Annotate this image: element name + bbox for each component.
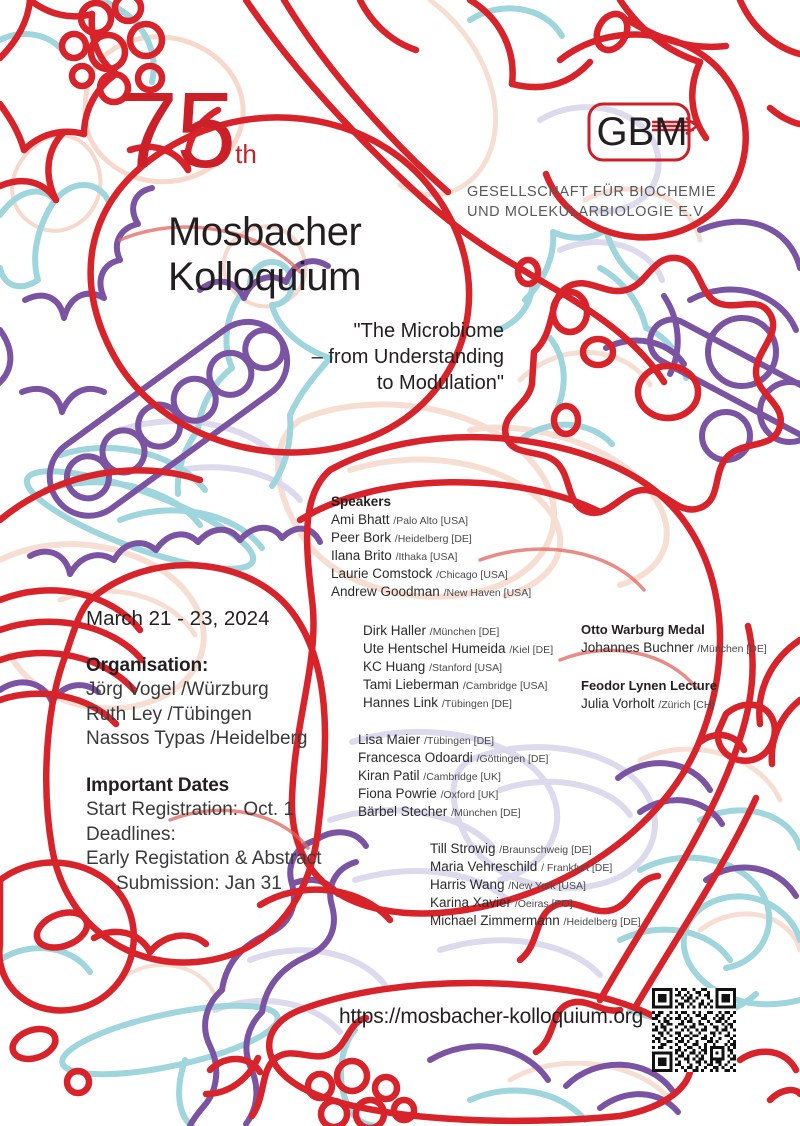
speaker-name: Fiona Powrie (358, 785, 437, 801)
speaker-affiliation: /Tübingen [DE] (441, 697, 512, 710)
speakers-heading: Speakers (331, 494, 392, 509)
speaker-entry (358, 785, 548, 803)
speaker-affiliation: /München [DE] (429, 626, 500, 638)
speaker-entry (331, 565, 531, 583)
speaker-entry (363, 622, 553, 640)
gbm-logo-text: GBM (596, 109, 688, 154)
speaker-entry (331, 583, 531, 601)
important-dates-heading: Important Dates (86, 775, 230, 796)
event-dates: March 21 - 23, 2024 (86, 607, 270, 630)
speaker-affiliation: /Chicago [USA] (436, 568, 508, 581)
award-laureate (581, 695, 717, 713)
speaker-affiliation: /Oeiras [PO] (514, 897, 573, 910)
motto-line-2: – from Understanding (311, 346, 504, 368)
speaker-name: Harris Wang (430, 876, 505, 892)
speaker-affiliation: /Braunschweig [DE] (499, 844, 592, 856)
title-line-2: Kolloquium (168, 254, 361, 299)
website-url[interactable]: https://mosbacher-kolloquium.org (339, 1005, 644, 1028)
speaker-name: Maria Vehreschild (430, 858, 538, 874)
speakers-group-3 (358, 731, 548, 821)
speaker-entry (358, 749, 548, 767)
speaker-name: Andrew Goodman (331, 583, 440, 599)
motto-line-3: to Modulation" (376, 372, 504, 394)
organisation-person: Nassos Typas /Heidelberg (86, 728, 308, 750)
speaker-affiliation: /Oxford [UK] (440, 788, 499, 801)
speaker-name: Hannes Link (363, 694, 439, 710)
speaker-affiliation: /Cambridge [USA] (462, 679, 548, 692)
speaker-entry (363, 658, 553, 676)
edition-number-value: 75 (118, 69, 235, 190)
speaker-name: Ute Hentschel Humeida (363, 640, 506, 656)
award-laureate-name: Johannes Buchner (581, 639, 694, 655)
speaker-entry (363, 676, 553, 694)
organisation-block (86, 655, 307, 752)
important-dates-line: Start Registration: Oct. 1 (86, 799, 295, 820)
speaker-affiliation: /Göttingen [DE] (476, 752, 549, 765)
award-title: Otto Warburg Medal (581, 622, 705, 637)
speaker-name: Till Strowig (430, 841, 496, 856)
speaker-name: Michael Zimmermann (430, 912, 560, 928)
gbm-logo-subtitle (467, 182, 716, 222)
speaker-name: Dirk Haller (363, 623, 427, 638)
speaker-affiliation: /Tübingen [DE] (424, 735, 495, 747)
speaker-entry (358, 803, 548, 821)
qr-code-icon[interactable] (652, 988, 736, 1072)
award-laureate-affiliation: /Zürich [CH] (658, 698, 715, 711)
edition-number (118, 69, 257, 190)
speaker-affiliation: /Heidelberg [DE] (394, 532, 472, 545)
speaker-name: Laurie Comstock (331, 565, 433, 581)
speaker-entry (358, 767, 548, 785)
speaker-affiliation: /New Haven [USA] (443, 586, 532, 599)
speaker-entry (358, 731, 548, 749)
gbm-logo (586, 100, 698, 164)
speaker-entry (331, 511, 531, 529)
speaker-name: Ami Bhatt (331, 512, 390, 527)
speaker-name: Ilana Brito (331, 547, 392, 563)
speaker-entry (331, 529, 531, 547)
title-line-1: Mosbacher (168, 210, 362, 254)
speaker-name: Peer Bork (331, 529, 392, 545)
speaker-affiliation: /New York [USA] (508, 879, 586, 892)
poster-motto (254, 318, 504, 396)
speaker-entry (363, 694, 553, 712)
speaker-affiliation: /Cambridge [UK] (423, 770, 501, 783)
award-laureate (581, 639, 767, 657)
award-laureate-affiliation: /München [DE] (697, 642, 767, 655)
speaker-affiliation: / Frankfurt [DE] (541, 861, 613, 874)
speakers-group-4 (430, 840, 641, 930)
speaker-affiliation: /Stanford [USA] (429, 661, 503, 674)
edition-number-suffix: th (235, 139, 257, 169)
award-title: Feodor Lynen Lecture (581, 678, 718, 693)
speaker-entry (430, 876, 641, 894)
organisation-heading: Organisation: (86, 655, 209, 676)
award-feodor-lynen-lecture (581, 677, 717, 713)
speaker-name: Lisa Maier (358, 732, 421, 747)
speaker-affiliation: /Ithaka [USA] (395, 550, 458, 563)
important-dates-line: Deadlines: (86, 823, 176, 845)
gbm-logo-mark (586, 100, 698, 164)
speaker-affiliation: /Kiel [DE] (509, 643, 554, 656)
speaker-affiliation: /Heidelberg [DE] (563, 915, 641, 928)
speaker-entry (430, 840, 641, 858)
award-otto-warburg-medal (581, 621, 767, 657)
speaker-name: Kiran Patil (358, 767, 420, 783)
page-title (168, 210, 361, 300)
speaker-name: Tami Lieberman (363, 676, 460, 692)
speaker-entry (430, 912, 641, 930)
important-dates-line: Early Registation & Abstract (86, 848, 322, 870)
speaker-name: Bärbel Stecher (358, 803, 448, 819)
important-dates-block (86, 775, 322, 897)
speaker-entry (430, 894, 641, 912)
speaker-name: Francesca Odoardi (358, 749, 473, 765)
motto-line-1: "The Microbiome (353, 320, 504, 342)
organisation-person: Ruth Ley /Tübingen (86, 703, 252, 725)
speaker-entry (331, 547, 531, 565)
organisation-person: Jörg Vogel /Würzburg (86, 679, 269, 700)
speaker-entry (430, 858, 641, 876)
speakers-group-1 (331, 511, 531, 601)
gbm-subtitle-line-1: GESELLSCHAFT FÜR BIOCHEMIE (467, 184, 716, 200)
speaker-affiliation: /Palo Alto [USA] (393, 515, 469, 527)
speaker-name: KC Huang (363, 658, 426, 674)
award-laureate-name: Julia Vorholt (581, 695, 655, 711)
speaker-entry (363, 640, 553, 658)
speaker-name: Karina Xavier (430, 894, 512, 910)
speakers-group-2 (363, 622, 553, 712)
important-dates-line: Submission: Jan 31 (116, 873, 282, 895)
gbm-subtitle-line-2: UND MOLEKULARBIOLOGIE E.V. (467, 204, 707, 220)
speaker-affiliation: /München [DE] (451, 806, 521, 819)
